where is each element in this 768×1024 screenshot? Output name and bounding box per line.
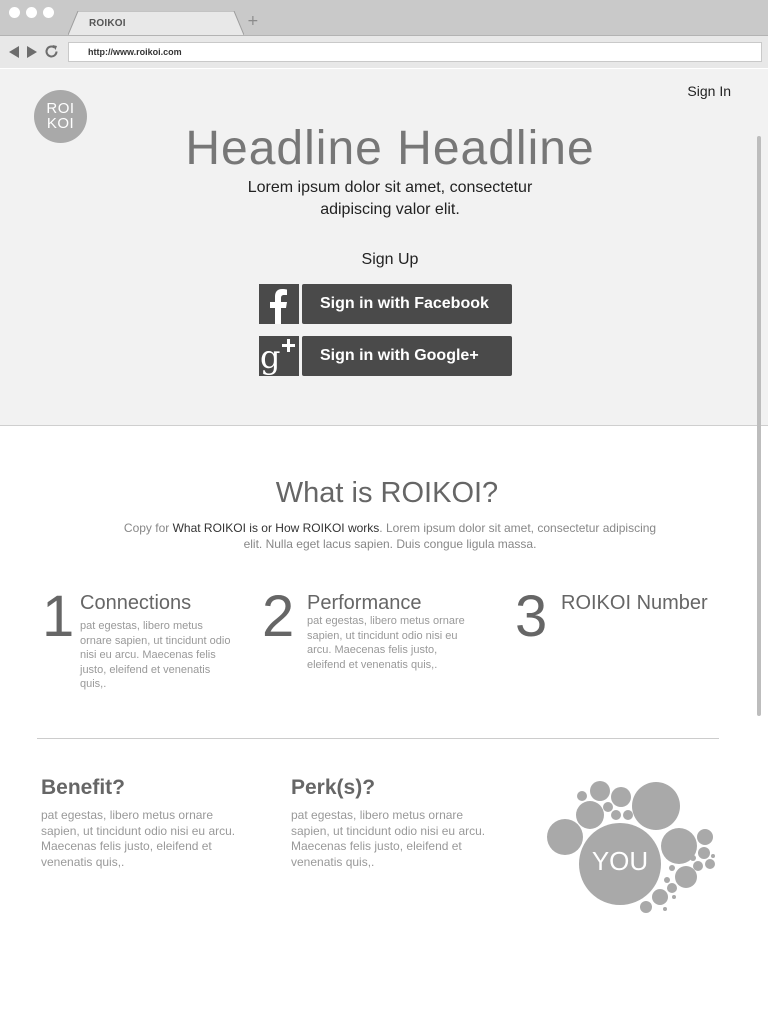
google-plus-icon[interactable] <box>259 336 299 376</box>
tagline-line-1: Lorem ipsum dolor sit amet, consectetur <box>247 179 533 196</box>
page-scrollbar[interactable] <box>757 136 761 716</box>
address-bar[interactable] <box>68 42 762 62</box>
minimize-window-dot[interactable] <box>26 7 37 18</box>
feature-text: pat egestas, libero metus ornare sapien, ut tincidunt odio nisi eu arcu. Maecenas felis justo, eleifend et venenatis quis,. <box>80 620 231 690</box>
page-headline: Headline Headline <box>185 122 595 175</box>
feature-number: 2 <box>262 584 295 649</box>
what-is-title: What is ROIKOI? <box>275 477 499 509</box>
reload-icon[interactable] <box>44 44 59 64</box>
browser-toolbar <box>0 35 768 68</box>
feature-text: pat egestas, libero metus ornare sapien, ut tincidunt odio nisi eu arcu. Maecenas felis justo, eleifend et venenatis quis,. <box>307 615 465 671</box>
you-label: YOU <box>591 846 649 876</box>
feature-title: Performance <box>307 592 422 614</box>
google-signin-button[interactable]: Sign in with Google+ <box>302 336 512 376</box>
window-controls <box>9 7 54 18</box>
hero-tagline <box>0 177 768 221</box>
section-divider <box>37 738 719 739</box>
feature-roikoi-number <box>515 584 735 698</box>
copy-body: . Lorem ipsum dolor sit amet, consectetur adipiscing elit. Nulla eget lacus sapien. Duis congue ligula massa. <box>243 521 657 551</box>
hero-section <box>0 69 768 426</box>
svg-text:g: g <box>260 338 281 376</box>
perks-text: pat egestas, libero metus ornare sapien, ut tincidunt odio nisi eu arcu. Maecenas felis justo, eleifend et venenatis quis,. <box>291 808 486 869</box>
feature-title: ROIKOI Number <box>561 592 708 614</box>
feature-connections <box>42 584 242 698</box>
url-text: http://www.roikoi.com <box>88 47 182 57</box>
benefit-text: pat egestas, libero metus ornare sapien, ut tincidunt odio nisi eu arcu. Maecenas felis justo, eleifend et venenatis quis,. <box>41 808 236 869</box>
feature-number: 1 <box>42 584 75 649</box>
feature-number: 3 <box>515 584 548 649</box>
copy-emphasis: What ROIKOI is or How ROIKOI works <box>172 521 380 535</box>
benefit-title: Benefit? <box>41 776 125 799</box>
logo-line-2: KOI <box>46 115 75 132</box>
perks-title: Perk(s)? <box>291 776 376 799</box>
tagline-line-2: adipiscing valor elit. <box>320 201 460 218</box>
facebook-signin-button[interactable]: Sign in with Facebook <box>302 284 512 324</box>
facebook-icon[interactable] <box>259 284 299 324</box>
forward-arrow-icon[interactable] <box>26 45 37 63</box>
feature-title: Connections <box>80 592 192 614</box>
logo-line-1: ROI <box>46 100 75 117</box>
back-arrow-icon[interactable] <box>9 45 20 63</box>
tab-title: ROIKOI <box>89 18 126 29</box>
copy-prefix: Copy for <box>123 521 173 535</box>
browser-chrome <box>0 0 768 68</box>
sign-in-link[interactable]: Sign In <box>687 83 731 99</box>
feature-performance <box>262 584 465 698</box>
new-tab-button[interactable]: + <box>247 13 259 29</box>
browser-tab[interactable] <box>68 11 244 35</box>
maximize-window-dot[interactable] <box>43 7 54 18</box>
what-is-copy <box>120 520 660 552</box>
sign-up-label: Sign Up <box>361 251 419 268</box>
close-window-dot[interactable] <box>9 7 20 18</box>
